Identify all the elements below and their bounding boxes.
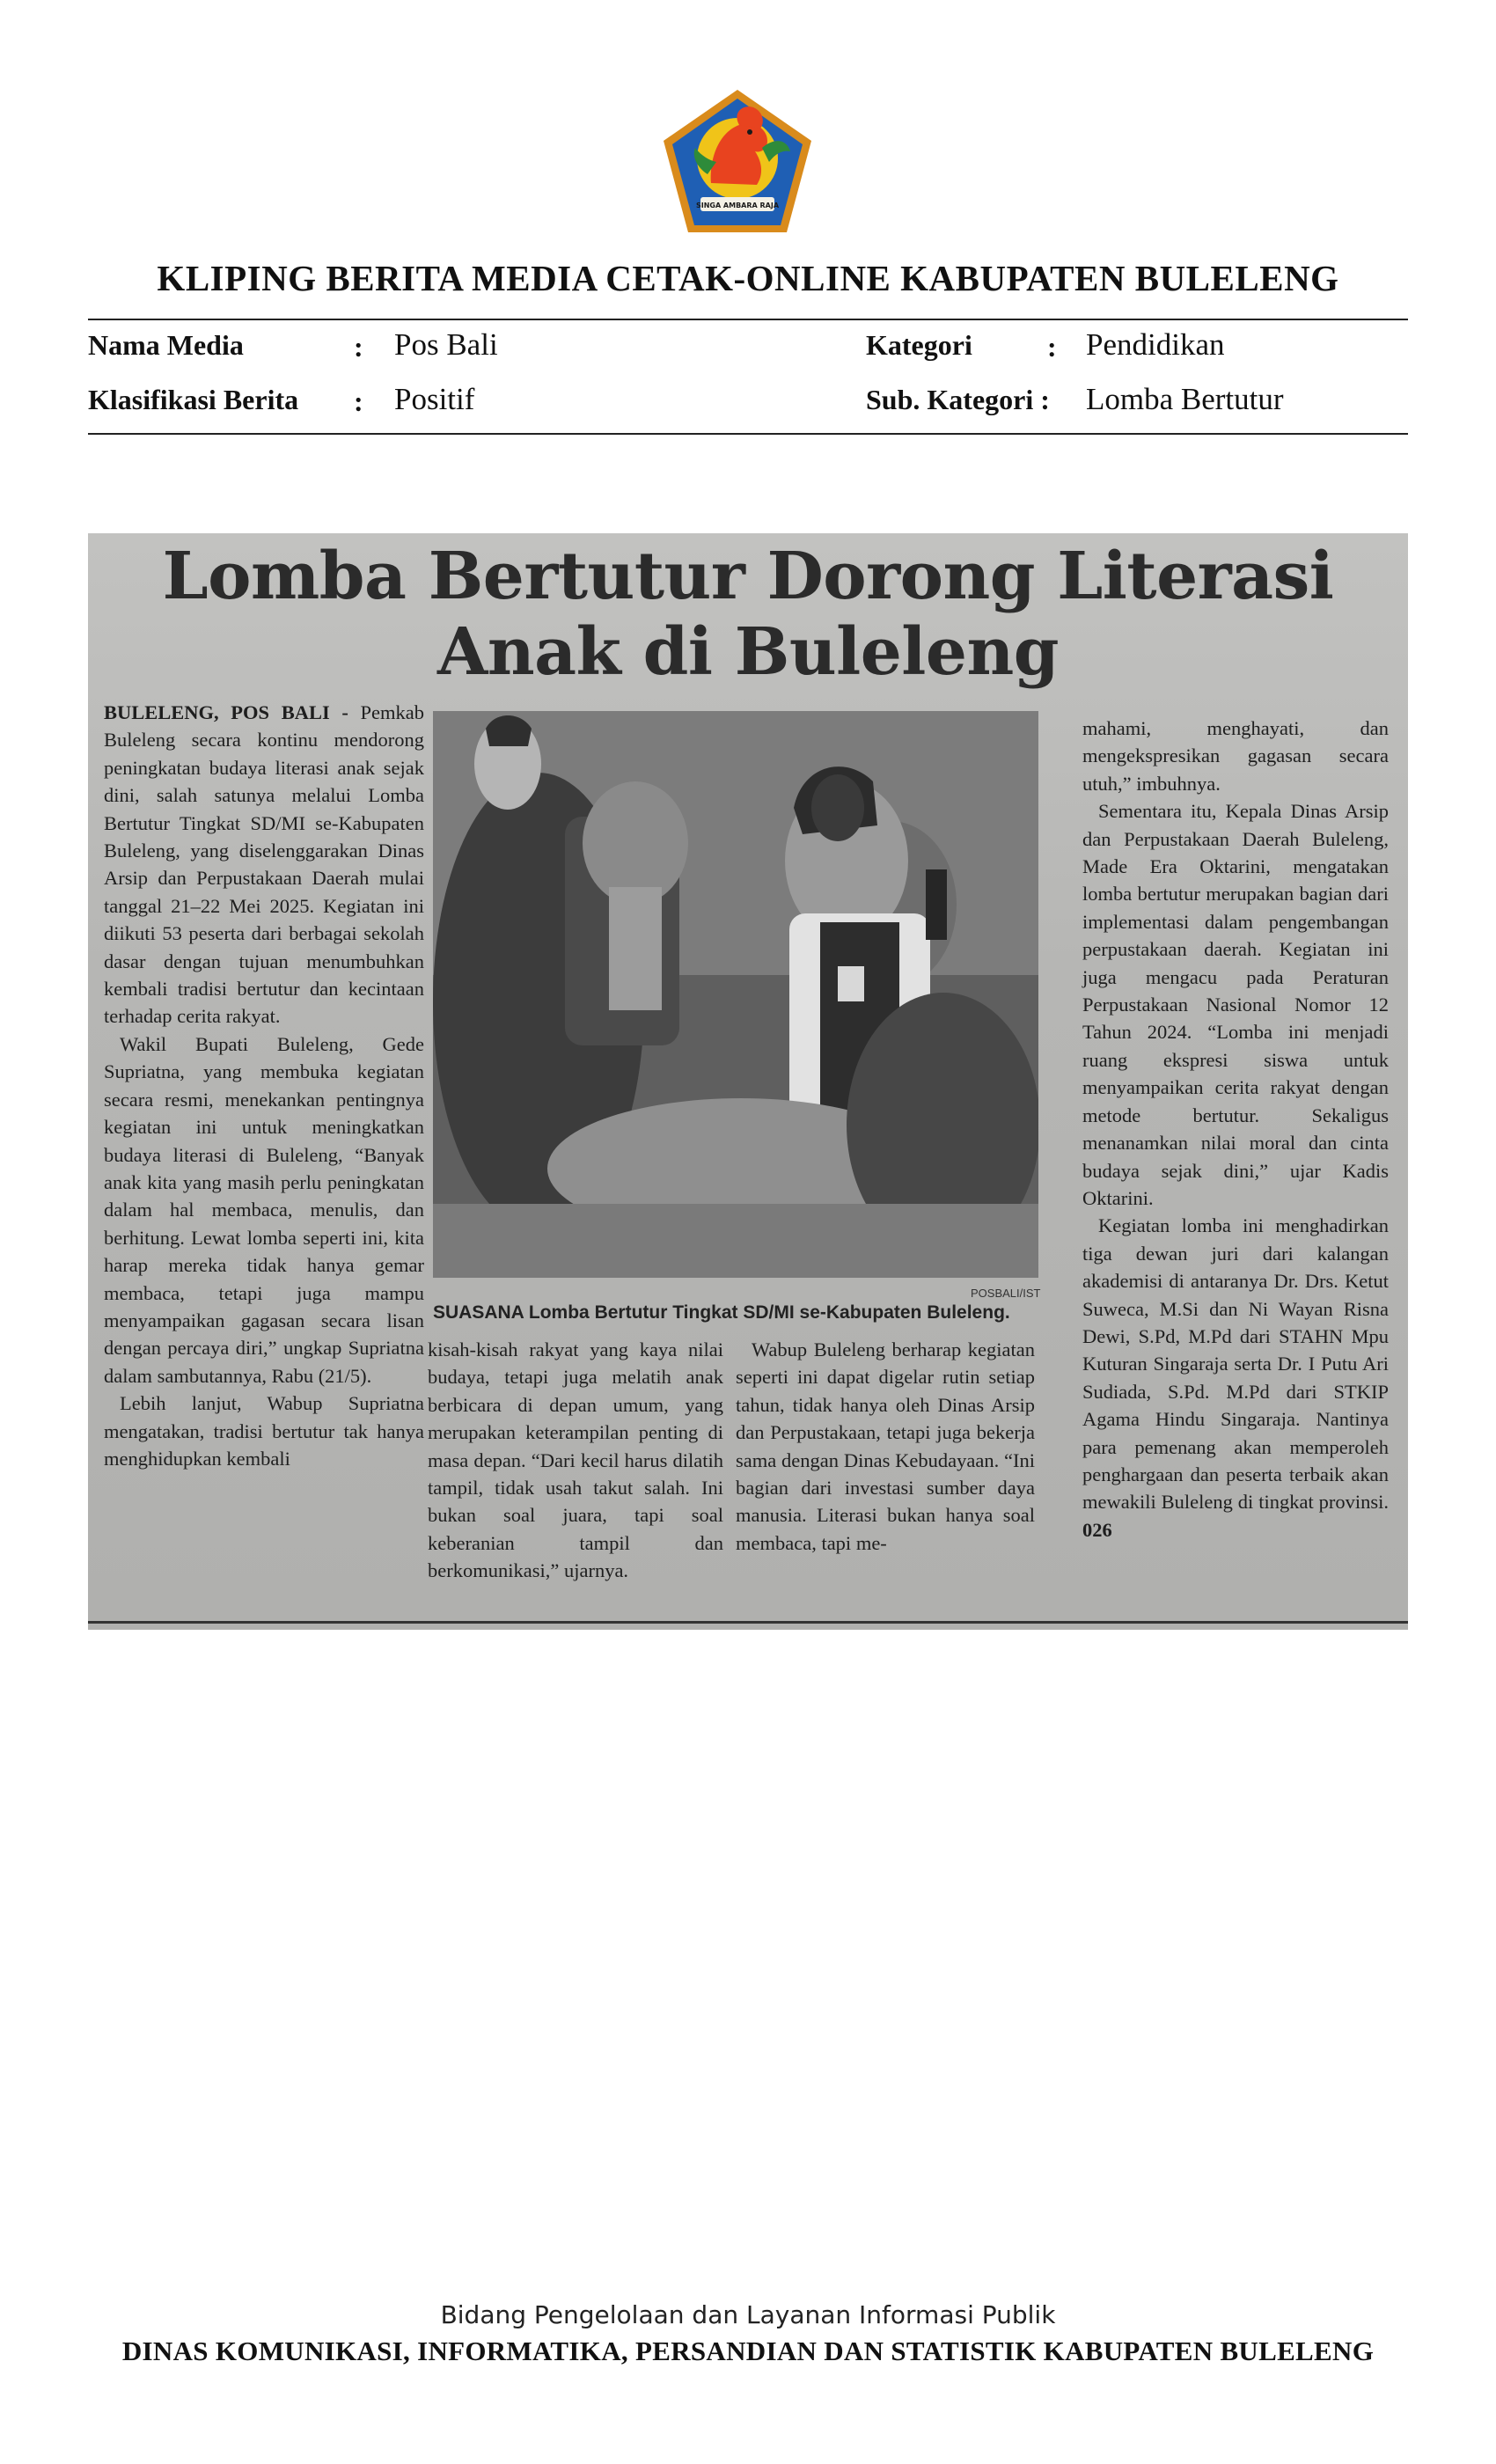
kategori-colon: : <box>1047 331 1057 363</box>
col4-paragraph-2: Sementara itu, Kepala Dinas Arsip dan Perpustakaan Daerah Buleleng, Made Era Oktarini, mengatakan lomba bertutur merupakan bagian dari implementasi dalam pengembangan perpustakaan daerah. Kegiatan ini juga mengacu pada Peraturan Perpustakaan Nasional Nomor 12 Tahun 2024. “Lomba ini menjadi ruang ekspresi siswa untuk menyampaikan cerita rakyat dengan metode bertutur. Sekaligus menanamkan nilai moral dan cinta budaya sejak dini,” ujar Kadis Oktarini. <box>1082 800 1389 1209</box>
media-colon: : <box>354 331 363 363</box>
klasifikasi-colon: : <box>354 385 363 417</box>
kategori-label: Kategori <box>866 329 972 361</box>
col4-paragraph-1: mahami, menghayati, dan mengekspresikan gagasan secara utuh,” imbuhnya. <box>1082 717 1389 795</box>
headline-line-1: Lomba Bertutur Dorong Literasi <box>162 539 1334 614</box>
photo-caption: SUASANA Lomba Bertutur Tingkat SD/MI se-Kabupaten Buleleng. <box>433 1302 1010 1323</box>
subkategori-value: Lomba Bertutur <box>1086 382 1284 416</box>
logo-motto: SINGA AMBARA RAJA <box>695 202 780 209</box>
document-title: KLIPING BERITA MEDIA CETAK-ONLINE KABUPATEN BULELENG <box>157 258 1339 298</box>
klasifikasi-value: Positif <box>394 382 475 416</box>
footer-agency: DINAS KOMUNIKASI, INFORMATIKA, PERSANDIAN DAN STATISTIK KABUPATEN BULELENG <box>121 2336 1375 2366</box>
article-code: 026 <box>1082 1518 1112 1541</box>
newspaper-clipping <box>88 533 1408 1630</box>
kategori-value: Pendidikan <box>1086 327 1225 362</box>
headline-line-2: Anak di Buleleng <box>436 614 1060 690</box>
klasifikasi-label: Klasifikasi Berita <box>88 384 299 415</box>
article-column-1 <box>104 699 424 1472</box>
subkategori-label: Sub. Kategori : <box>866 384 1050 415</box>
article-headline <box>88 539 1408 690</box>
article-photo <box>433 711 1038 1278</box>
article-dateline: BULELENG, POS BALI - <box>104 701 348 723</box>
photo-credit: POSBALI/IST <box>971 1287 1041 1300</box>
header-rule-bottom <box>88 433 1408 435</box>
buleleng-emblem-logo <box>658 86 817 236</box>
col2-text: kisah-kisah rakyat yang kaya nilai budaya, tetapi juga melatih anak berbicara di depan umum, yang merupakan keterampilan penting di masa depan. “Dari kecil harus dilatih tampil, tidak usah takut salah. Ini bukan soal juara, tapi soal keberanian tampil dan berkomunikasi,” ujarnya. <box>428 1338 723 1582</box>
clipping-bottom-rule <box>88 1621 1408 1624</box>
header-rule-top <box>88 319 1408 320</box>
col1-paragraph-2: Wakil Bupati Buleleng, Gede Supriatna, yang membuka kegiatan secara resmi, menekankan pentingnya kegiatan ini untuk meningkatkan budaya literasi di Buleleng, “Banyak anak kita yang masih perlu peningkatan dalam hal membaca, menulis, dan berhitung. Lewat lomba seperti ini, kita harap mereka tidak hanya gemar membaca, tetapi juga mampu menyampaikan gagasan secara lisan dengan percaya diri,” ungkap Supriatna dalam sambutannya, Rabu (21/5). <box>104 1032 424 1387</box>
article-column-2 <box>428 1336 723 1585</box>
footer-division: Bidang Pengelolaan dan Layanan Informasi Publik <box>440 2300 1056 2329</box>
col4-paragraph-3: Kegiatan lomba ini menghadirkan tiga dewan juri dari kalangan akademisi di antaranya Dr. Drs. Ketut Suweca, M.Si dan Ni Wayan Risna Dewi, S.Pd, M.Pd dari STAHN Mpu Kuturan Singaraja serta Dr. I Putu Ari Sudiada, S.Pd. M.Pd dari STKIP Agama Hindu Singaraja. Nantinya para pemenang akan memperoleh penghargaan dan peserta terbaik akan mewakili Buleleng di tingkat provinsi. <box>1082 1214 1389 1514</box>
col3-text: Wabup Buleleng berharap kegiatan seperti ini dapat digelar rutin setiap tahun, tidak hanya oleh Dinas Arsip dan Perpustakaan, tetapi juga bekerja sama dengan Dinas Kebudayaan. “Ini bagian dari investasi sumber daya manusia. Literasi bukan hanya soal membaca, tapi me- <box>736 1338 1035 1554</box>
col1-paragraph-1: Pemkab Buleleng secara kontinu mendorong peningkatan budaya literasi anak sejak dini, salah satunya melalui Lomba Bertutur Tingkat SD/MI se-Kabupaten Buleleng, yang diselenggarakan Dinas Arsip dan Perpustakaan Daerah mulai tanggal 21–22 Mei 2025. Kegiatan ini diikuti 53 peserta dari berbagai sekolah dasar dengan tujuan menumbuhkan kembali tradisi bertutur dan kecintaan terhadap cerita rakyat. <box>104 701 424 1028</box>
article-column-4 <box>1082 715 1389 1544</box>
media-value: Pos Bali <box>394 327 498 362</box>
col1-paragraph-3: Lebih lanjut, Wabup Supriatna mengatakan, tradisi bertutur tak hanya menghidupkan kembali <box>104 1392 424 1470</box>
article-column-3 <box>736 1336 1035 1557</box>
media-label: Nama Media <box>88 329 244 361</box>
